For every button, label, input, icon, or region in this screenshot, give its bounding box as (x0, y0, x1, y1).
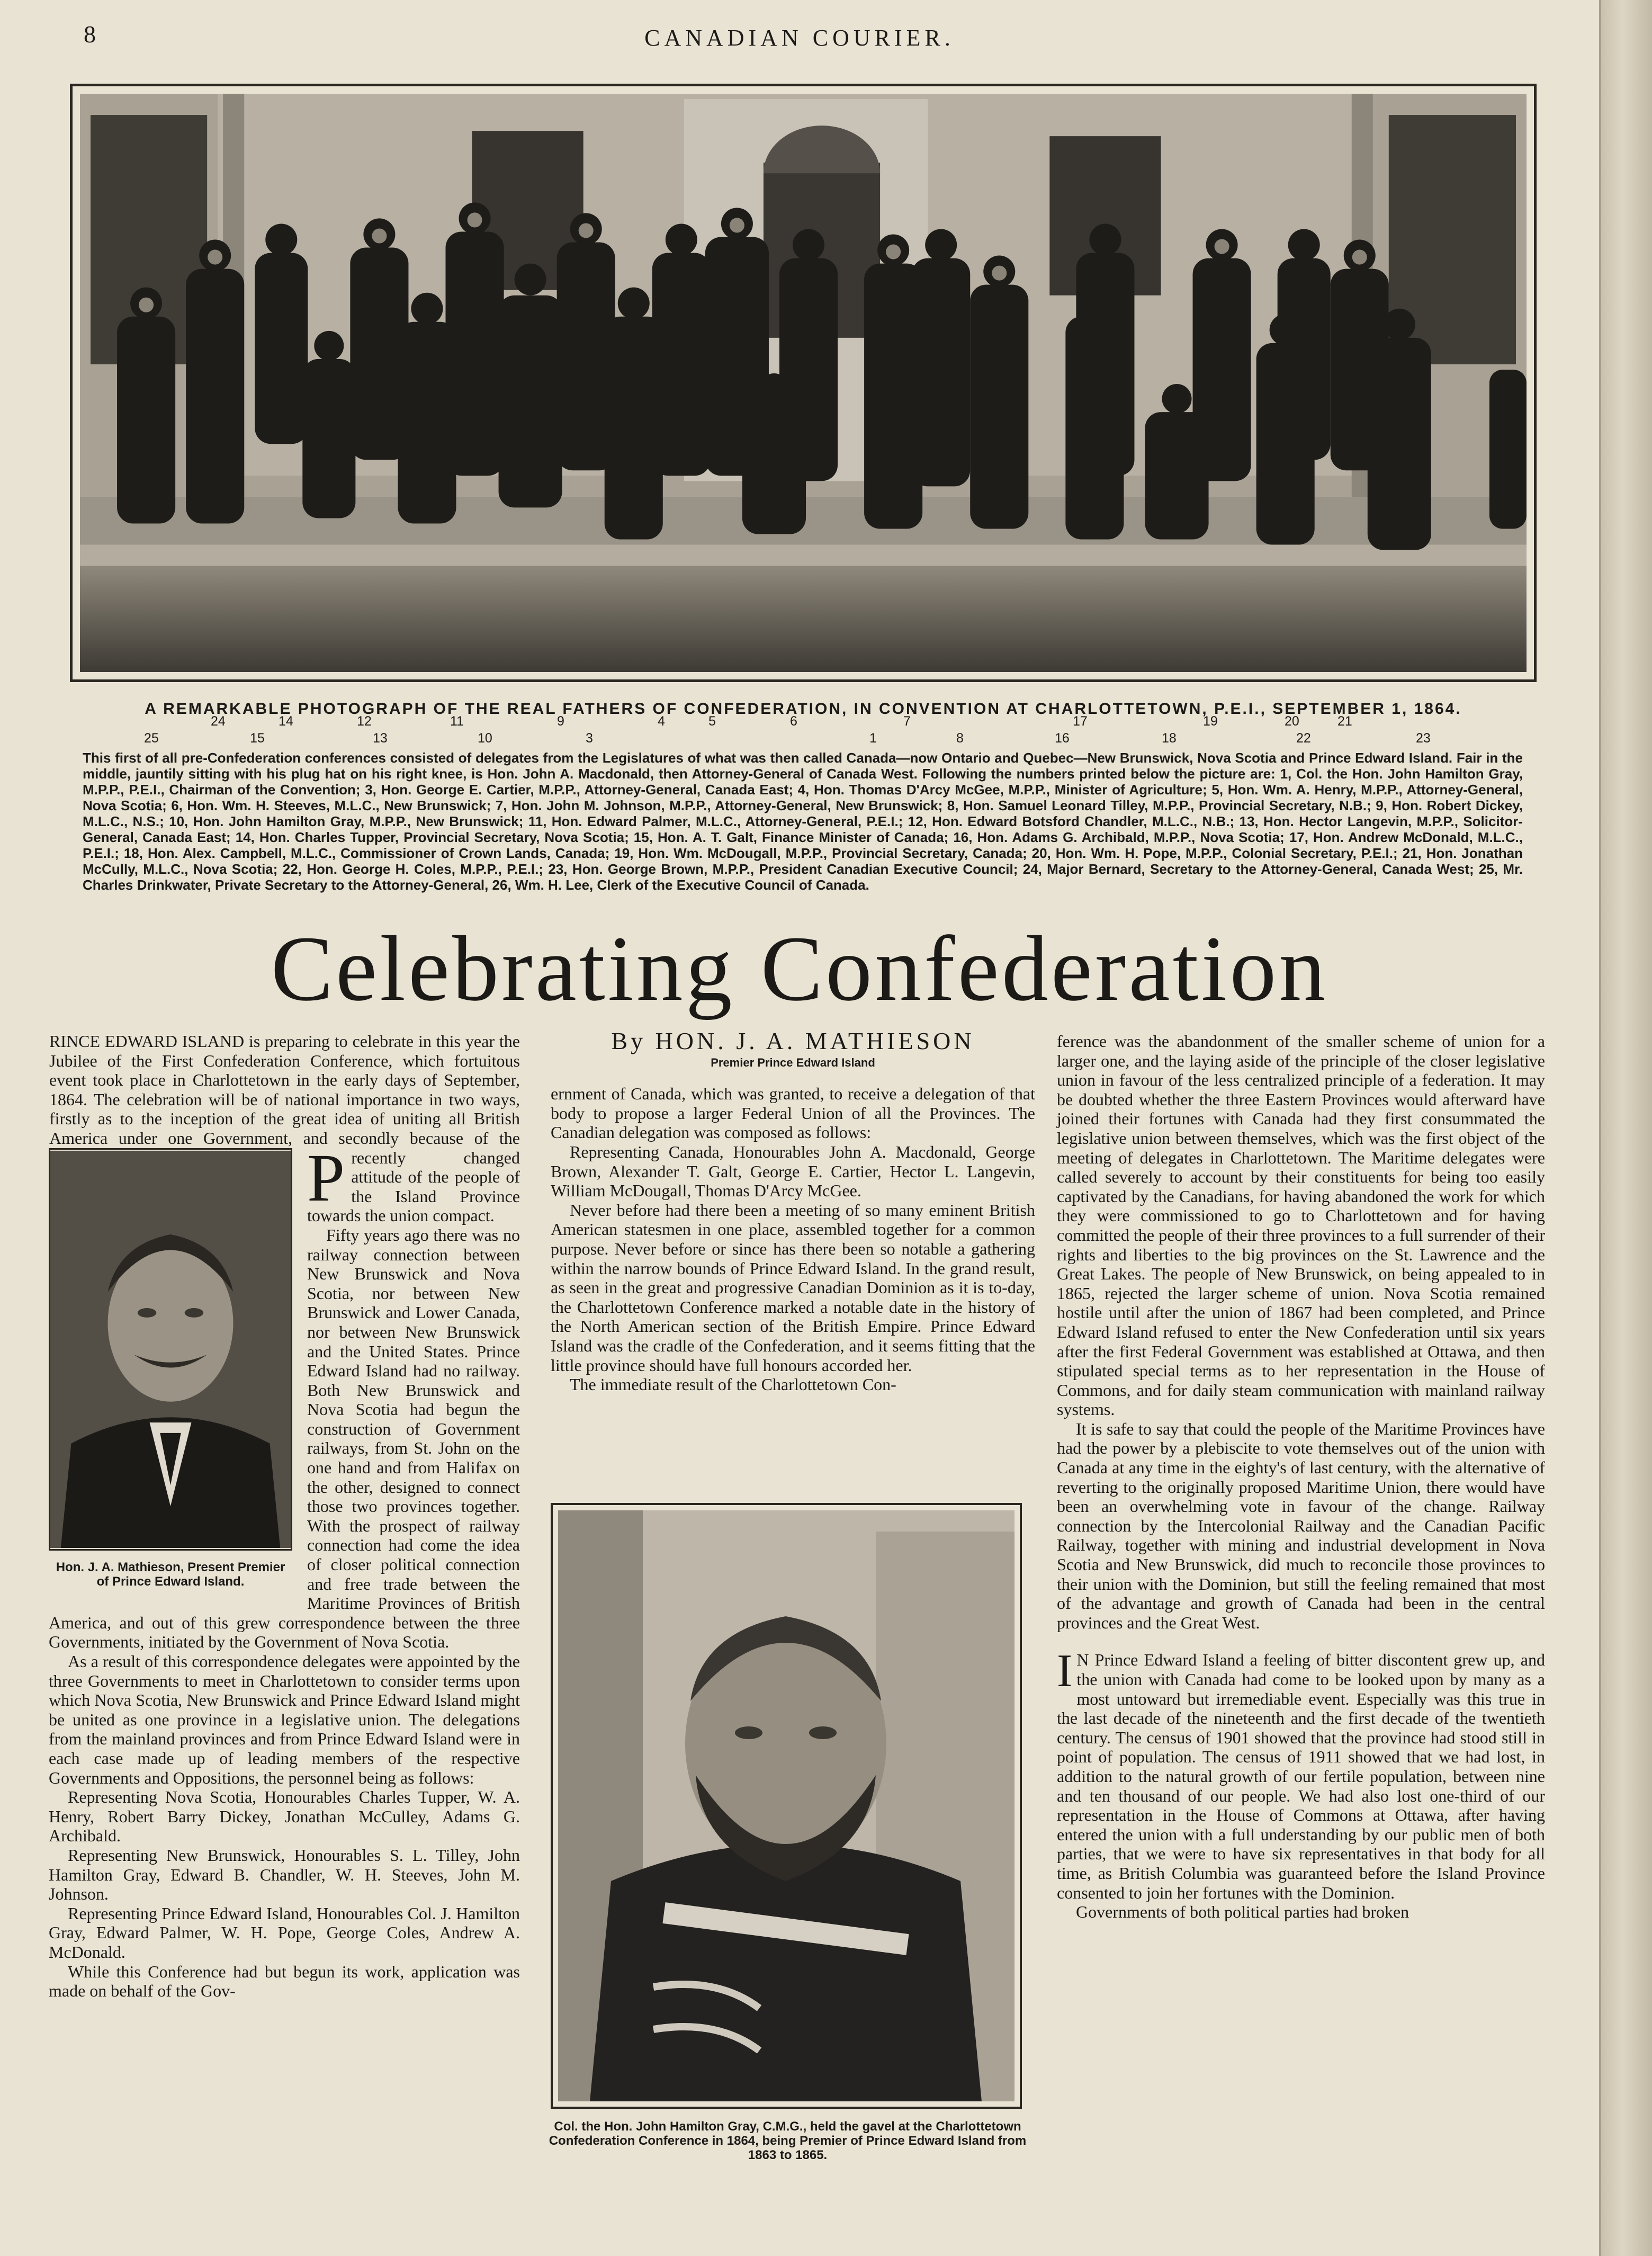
article-paragraph: The immediate result of the Charlottetown Con- (570, 1375, 896, 1394)
photo-number: 1 (869, 731, 877, 746)
photo-number: 17 (1073, 714, 1088, 729)
photo-number: 7 (903, 714, 911, 729)
article-paragraph (1057, 1645, 1545, 1902)
photo-number: 12 (357, 714, 372, 729)
photo-number: 11 (450, 714, 464, 729)
article-paragraph: Never before had there been a meeting of so many eminent British American statesmen in one place, assembled together for a common purpose. Never before or since has there been so notable a gathering within the narrow bounds of Prince Edward Island. In the grand result, as seen in the great and progressive Canadian Dominion as it is to-day, the Charlottetown Conference marked a notable date in the history of the North American section of the British Empire. Prince Edward Island was the cradle of the Confederation, and it seems fitting that the little province should have full honours accorded her. (551, 1200, 1035, 1375)
article-column-2 (551, 1032, 1035, 1496)
article-paragraph: Representing New Brunswick, Honourables S. L. Tilley, John Hamilton Gray, Edward B. Chandler, W. H. Steeves, John M. Johnson. (49, 1845, 520, 1904)
article-paragraph: ernment of Canada, which was granted, to receive a delegation of that body to propose a larger Federal Union of all the Provinces. The Canadian delegation was composed as follows: (551, 1084, 1035, 1142)
photo-number: 20 (1285, 714, 1299, 729)
gray-portrait-image (558, 1510, 1014, 2101)
photo-number: 5 (708, 714, 716, 729)
photo-number: 3 (586, 731, 593, 746)
section-gap (1057, 1632, 1545, 1650)
photo-number: 16 (1055, 731, 1070, 746)
mathieson-portrait (49, 1148, 292, 1589)
drop-cap: P (307, 1140, 345, 1215)
photo-number: 25 (144, 731, 159, 746)
gray-portrait-caption: Col. the Hon. John Hamilton Gray, C.M.G., held the gavel at the Charlottetown Confederation Conference in 1864, being Premier of Prince Edward Island from 1863 to 1865. (549, 2119, 1027, 2162)
photo-number: 13 (373, 731, 388, 746)
article-paragraph: Fifty years ago there was no railway connection between New Brunswick and Nova Scotia, nor between New Brunswick and Lower Canada, nor between New Brunswick and the United States. Prince Edward Island had no railway. Both New Brunswick and Nova Scotia had begun the construction of Government railways, from St. John on the one hand and from Halifax on the other, designed to connect those two provinces together. With the prospect of railway connection had come the idea of closer political connection and free trade between the Maritime Provinces of British America, and out of this grew correspondence between the three Governments, initiated by the Government of Nova Scotia. (49, 1225, 520, 1652)
running-title: CANADIAN COURIER. (644, 25, 955, 51)
article-byline: By HON. J. A. MATHIESON (611, 1032, 975, 1054)
article-paragraph: ference was the abandonment of the smaller scheme of union for a larger one, and the laying aside of the principle of the closer legislative union in favour of the less centralized principle of a federation. It may be doubted whether the three Eastern Provinces would afterward have joined their fortunes with Canada had they first consummated the legislative union between themselves, which was the first object of the meeting of delegates in Charlottetown. The Maritime delegates were called severely to account by their constituents for being too easily captivated by the Canadians, for having abandoned the work for which they were commissioned to go to Charlottetown and for having committed the people of their three provinces to a full surrender of their rights and liberties to the big provinces on the St. Lawrence and the Great Lakes. The people of New Brunswick, on being appealed to in 1865, rejected the larger scheme of union. Nova Scotia remained hostile until after the union of 1867 had been completed, and Prince Edward Island refused to enter the New Confederation until six years after the first Federal Government was established at Ottawa, and then stipulated special terms as to her representation in the House of Commons, and for daily steam communication with mainland railway systems. (1057, 1032, 1545, 1419)
photo-number: 15 (250, 731, 265, 746)
paragraph-text: N Prince Edward Island a feeling of bitter discontent grew up, and the union with Canada had come to be looked upon by many as a most untoward but irremediable event. Especially was this true in the last decade of the nineteenth and the first decade of the twentieth century. The census of 1901 showed that the province had stood still in point of population. The census of 1911 showed that we had lost, in addition to the natural growth of our fertile population, between nine and ten thousand of our people. We had also lost one-third of our representation in the House of Commons at Ottawa, after having entered the union with a full understanding by our public men of both parties, that we were to have six representatives in that body for all time, as British Columbia was guaranteed before the Island Province consented to join her fortunes with the Dominion. (1057, 1650, 1545, 1902)
photo-number: 10 (478, 731, 492, 746)
photo-number: 9 (557, 714, 564, 729)
mathieson-portrait-image (49, 1148, 292, 1551)
photo-number: 23 (1416, 731, 1431, 746)
article-paragraph: Representing Canada, Honourables John A. Macdonald, George Brown, Alexander T. Galt, George E. Cartier, Hector L. Langevin, William McDougall, Thomas D'Arcy McGee. (551, 1142, 1035, 1201)
article-paragraph: Representing Nova Scotia, Honourables Charles Tupper, W. A. Henry, Robert Barry Dickey, Jonathan McCulley, Adams G. Archibald. (49, 1787, 520, 1846)
page-number: 8 (84, 21, 96, 48)
photo-number: 22 (1296, 731, 1311, 746)
article-column-3 (1057, 1032, 1545, 1922)
group-photo-caption-heading: A REMARKABLE PHOTOGRAPH OF THE REAL FATHERS OF CONFEDERATION, IN CONVENTION AT CHARLOTTETOWN, P.E.I., SEPTEMBER 1, 1864. (145, 700, 1462, 718)
photo-number: 19 (1203, 714, 1218, 729)
mathieson-portrait-caption: Hon. J. A. Mathieson, Present Premier of Prince Edward Island. (56, 1560, 285, 1589)
photo-number-key-bottom (70, 731, 1537, 752)
photo-number: 21 (1337, 714, 1352, 729)
gray-portrait (551, 1503, 1022, 2109)
photo-number: 8 (956, 731, 964, 746)
photo-number: 6 (790, 714, 797, 729)
photo-number: 14 (279, 714, 293, 729)
confederation-group-photo (70, 84, 1537, 682)
photo-number: 18 (1162, 731, 1177, 746)
page-binding-edge (1599, 0, 1652, 2256)
drop-cap: I (1057, 1645, 1073, 1697)
group-photo-image (80, 94, 1527, 672)
photo-number: 24 (211, 714, 226, 729)
article-paragraph: Representing Prince Edward Island, Honourables Col. J. Hamilton Gray, Edward Palmer, W. H. Pope, George Coles, Andrew A. McDonald. (49, 1903, 520, 1962)
article-title: Celebrating Confederation (271, 917, 1328, 1020)
paragraph-text: RINCE EDWARD ISLAND is preparing to celebrate in this year the Jubilee of the First Confederation Conference, which fortuitous event took place in Charlottetown in the early days of September, 1864. The celebration will be of national importance in two ways, firstly as to the inception of the great idea of uniting all British America under one Government, and secondly because of the recently changed attitude of the people of the Island Province towards the union compact. (49, 1032, 520, 1225)
article-paragraph: It is safe to say that could the people of the Maritime Provinces have had the power by a plebiscite to vote themselves out of the union with Canada at any time in the eighty's of last century, with the alternative of reverting to the originally proposed Maritime Union, there would have been an overwhelming vote in favour of the change. Railway connection by the Intercolonial Railway and the Canadian Pacific Railway, together with mining and industrial development in Nova Scotia and New Brunswick, did much to reconcile those provinces to their union with the Dominion, but still the feeling remained that most of the advantage and growth of Canada had been in the central provinces and the Great West. (1057, 1419, 1545, 1632)
photo-number: 4 (658, 714, 665, 729)
byline-subtitle: Premier Prince Edward Island (711, 1055, 875, 1069)
article-paragraph: While this Conference had but begun its work, application was made on behalf of the Gov- (49, 1962, 520, 2001)
article-paragraph: Governments of both political parties had broken (1076, 1902, 1409, 1922)
article-paragraph: As a result of this correspondence delegates were appointed by the three Governments to meet in Charlottetown to consider terms upon which Nova Scotia, New Brunswick and Prince Edward Island might be united as one province in a legislative union. The delegations from the mainland provinces and from Prince Edward Island were in each case made up of leading members of the respective Governments and Oppositions, the personnel being as follows: (49, 1652, 520, 1787)
group-photo-caption-body: This first of all pre-Confederation conferences consisted of delegates from the Legislatures of what was then called Canada—now Ontario and Quebec—New Brunswick, Nova Scotia and Prince Edward Island. Fair in the middle, jauntily sitting with his plug hat on his right knee, is Hon. John A. Macdonald, then Attorney-General of Canada West. Following the numbers printed below the picture are: 1, Col. the Hon. John Hamilton Gray, M.P.P., P.E.I., Chairman of the Convention; 3, Hon. George E. Cartier, M.P.P., Attorney-General, Canada East; 4, Hon. Thomas D'Arcy McGee, M.P.P., Minister of Agriculture; 5, Hon. Wm. A. Henry, M.P.P., Attorney-General, Nova Scotia; 6, Hon. Wm. H. Steeves, M.L.C., New Brunswick; 7, Hon. John M. Johnson, M.P.P., Attorney-General, New Brunswick; 8, Hon. Samuel Leonard Tilley, M.P.P., Provincial Secretary, N.B.; 9, Hon. Robert Dickey, M.L.C., N.S.; 10, Hon. John Hamilton Gray, M.P.P., New Brunswick; 11, Hon. Edward Palmer, M.L.C., Attorney-General, P.E.I.; 12, Hon. Edward Botsford Chandler, M.L.C., N.B.; 13, Hon. Hector Langevin, M.P.P., Solicitor-General, Canada East; 14, Hon. Charles Tupper, Provincial Secretary, Nova Scotia; 15, Hon. A. T. Galt, Finance Minister of Canada; 16, Hon. Adams G. Archibald, M.P.P., Nova Scotia; 17, Hon. Andrew McDonald, M.L.C., P.E.I.; 18, Hon. Alex. Campbell, M.L.C., Commissioner of Crown Lands, Canada; 19, Hon. Wm. McDougall, M.P.P., Provincial Secretary, Canada; 20, Hon. Wm. H. Pope, M.P.P., Colonial Secretary, P.E.I.; 21, Hon. Jonathan McCully, M.L.C., Nova Scotia; 22, Hon. George H. Coles, M.P.P., P.E.I.; 23, Hon. George Brown, M.P.P., President Canadian Executive Council; 24, Major Bernard, Secretary to the Attorney-General, Canada West; 25, Mr. Charles Drinkwater, Private Secretary to the Attorney-General, 26, Wm. H. Lee, Clerk of the Executive Council of Canada. (83, 750, 1523, 893)
